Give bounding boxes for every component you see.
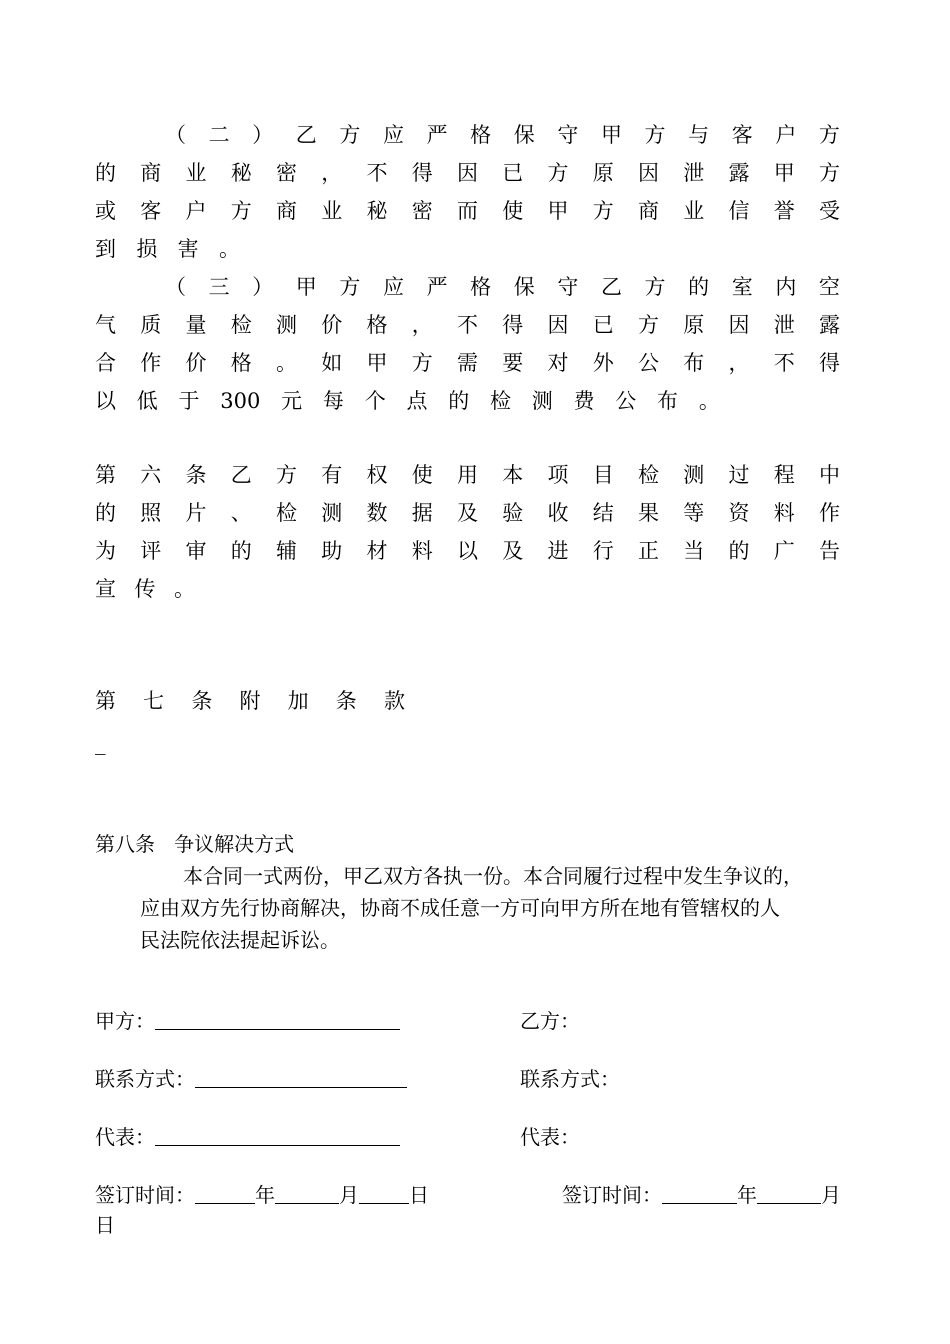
char: 及: [457, 501, 478, 525]
char: 得: [411, 161, 433, 185]
char: 与: [688, 123, 710, 147]
char: 行: [592, 539, 614, 563]
char: 乙: [230, 463, 252, 487]
char: 条: [335, 689, 357, 713]
clause5-item2-line4: [95, 234, 240, 264]
rep-b-field: [520, 1122, 580, 1152]
char: 密: [276, 161, 297, 185]
char: 严: [426, 123, 448, 147]
char: 受: [819, 199, 840, 223]
contact-a-blank[interactable]: [195, 1065, 407, 1088]
char: 检: [489, 389, 511, 413]
char: 测: [321, 501, 343, 525]
char: 密: [411, 199, 433, 223]
char: 料: [411, 539, 433, 563]
char: 公: [638, 351, 659, 375]
char: 格: [230, 351, 252, 375]
clause5-item2-line2: [95, 158, 840, 188]
char: ，: [411, 313, 433, 337]
char: 气: [95, 313, 116, 337]
char: 的: [230, 539, 252, 563]
char: 已: [592, 313, 614, 337]
char: 照: [140, 501, 162, 525]
clause8-line1: 本合同一式两份，甲乙双方各执一份。本合同履行过程中发生争议的，: [183, 864, 803, 888]
char: 。: [218, 237, 240, 261]
char: 方: [818, 123, 840, 147]
char: 应: [382, 123, 404, 147]
char: 如: [321, 351, 343, 375]
char: 用: [457, 463, 478, 487]
char: 正: [638, 539, 659, 563]
char: 使: [502, 199, 524, 223]
contact-a-field: [95, 1064, 407, 1094]
char: 布: [657, 389, 679, 413]
char: 六: [140, 463, 162, 487]
date-b-field: [562, 1180, 841, 1210]
char: 资: [728, 501, 750, 525]
char: 守: [557, 275, 579, 299]
clause7-title: [95, 686, 405, 716]
char: 收: [547, 501, 569, 525]
char: 方: [819, 161, 840, 185]
char: 过: [728, 463, 750, 487]
char: 商: [140, 161, 162, 185]
char: 作: [140, 351, 162, 375]
char: 检: [638, 463, 659, 487]
spaced-text: [95, 196, 840, 226]
char: （: [165, 275, 186, 299]
char: 测: [683, 463, 705, 487]
char: 当: [683, 539, 705, 563]
char: 商: [276, 199, 297, 223]
char: 甲: [547, 199, 569, 223]
date-a-month-blank[interactable]: [275, 1181, 339, 1204]
char: 格: [470, 275, 492, 299]
char: 为: [95, 539, 116, 563]
char: 的: [688, 275, 710, 299]
char: 露: [819, 313, 840, 337]
char: 而: [457, 199, 478, 223]
char: 程: [773, 463, 795, 487]
char: 方: [547, 161, 569, 185]
char: ）: [252, 123, 274, 147]
char: 低: [136, 389, 158, 413]
char: 得: [502, 313, 524, 337]
spaced-text: [95, 158, 840, 188]
date-b-month-blank[interactable]: [757, 1181, 821, 1204]
char: 个: [364, 389, 386, 413]
char: 原: [683, 313, 705, 337]
char: 条: [185, 463, 207, 487]
char: 因: [457, 161, 478, 185]
char: 本: [502, 463, 524, 487]
char: 助: [321, 539, 343, 563]
char: 点: [406, 389, 428, 413]
char: 格: [470, 123, 492, 147]
char: 目: [592, 463, 614, 487]
char: ，: [728, 351, 750, 375]
char: 进: [547, 539, 569, 563]
char: 作: [819, 501, 840, 525]
spaced-text: [95, 574, 195, 604]
char: 方: [339, 275, 361, 299]
char: 费: [573, 389, 595, 413]
char: 测: [276, 313, 297, 337]
contact-b-field: [520, 1064, 620, 1094]
char: 七: [143, 689, 165, 713]
contact-b-label: 联系方式：: [520, 1067, 620, 1091]
char: 到: [95, 237, 116, 261]
char: 业: [321, 199, 343, 223]
char: 保: [513, 123, 535, 147]
spaced-text: [95, 460, 840, 490]
char: 方: [644, 123, 666, 147]
char: 合: [95, 351, 116, 375]
char: 宣: [95, 577, 116, 601]
char: 检: [276, 501, 297, 525]
spaced-text: [95, 310, 840, 340]
char: 客: [731, 123, 753, 147]
char: 的: [448, 389, 470, 413]
char: 原: [592, 161, 614, 185]
char: 据: [411, 501, 433, 525]
char: 客: [140, 199, 162, 223]
char: 项: [547, 463, 569, 487]
date-b-day-unit: 日: [95, 1213, 115, 1237]
char: 方: [644, 275, 666, 299]
char: 户: [775, 123, 797, 147]
clause5-item2-line1: [165, 120, 840, 150]
char: 第: [95, 689, 116, 713]
spaced-text: [95, 348, 840, 378]
date-a-year-blank[interactable]: [195, 1181, 255, 1204]
clause6-line2: [95, 498, 840, 528]
char: 泄: [683, 161, 705, 185]
char: 已: [502, 161, 524, 185]
char: 严: [426, 275, 448, 299]
char: ，: [321, 161, 343, 185]
char: 检: [230, 313, 252, 337]
clause8-title: 第八条 争议解决方式: [95, 832, 295, 856]
char: 每: [322, 389, 344, 413]
char: 及: [502, 539, 524, 563]
char: 传: [134, 577, 156, 601]
char: 布: [683, 351, 705, 375]
char: 三: [208, 275, 230, 299]
char: 应: [382, 275, 404, 299]
char: 。: [174, 577, 195, 601]
char: 数: [366, 501, 388, 525]
char: 要: [502, 351, 524, 375]
char: 方: [339, 123, 361, 147]
char: 。: [698, 389, 720, 413]
char: ）: [252, 275, 274, 299]
rep-a-blank[interactable]: [155, 1123, 400, 1146]
char: 片: [185, 501, 207, 525]
char: 验: [502, 501, 524, 525]
rep-a-label: 代表：: [95, 1125, 155, 1149]
spaced-text: [95, 234, 240, 264]
clause8-line3: 民法院依法提起诉讼。: [140, 928, 340, 952]
char: 果: [638, 501, 659, 525]
char: 因: [638, 161, 659, 185]
char: 的: [95, 161, 116, 185]
clause8-line2: 应由双方先行协商解决，协商不成任意一方可向甲方所在地有管辖权的人: [140, 896, 780, 920]
char: 外: [592, 351, 614, 375]
char: 测: [531, 389, 553, 413]
char: 乙: [295, 123, 317, 147]
rep-b-label: 代表：: [520, 1125, 580, 1149]
date-a-field: [95, 1180, 429, 1210]
char: 不: [457, 313, 478, 337]
char: 价: [321, 313, 343, 337]
char: 、: [230, 501, 252, 525]
party-b-field: [520, 1006, 580, 1036]
char: 因: [728, 313, 750, 337]
char: 等: [683, 501, 705, 525]
spaced-text: [95, 498, 840, 528]
char: 因: [547, 313, 569, 337]
clause5-item3-line1: [165, 272, 840, 302]
char: 有: [321, 463, 343, 487]
date-b-month-unit: 月: [821, 1183, 841, 1207]
date-a-day-unit: 日: [409, 1183, 429, 1207]
char: 方: [276, 463, 297, 487]
char: 誉: [773, 199, 795, 223]
char: 守: [557, 123, 579, 147]
char: 加: [287, 689, 309, 713]
party-a-field: [95, 1006, 400, 1036]
date-b-label: 签订时间：: [562, 1183, 662, 1207]
date-a-month-unit: 月: [339, 1183, 359, 1207]
clause5-item3-line3: [95, 348, 840, 378]
party-a-blank[interactable]: [155, 1007, 400, 1030]
date-b-year-blank[interactable]: [662, 1181, 737, 1204]
char: 业: [683, 199, 705, 223]
date-b-year-unit: 年: [737, 1183, 757, 1207]
char: 。: [276, 351, 297, 375]
char: 业: [185, 161, 207, 185]
char: 害: [177, 237, 199, 261]
clause7-mark: _: [95, 731, 106, 755]
char: 量: [185, 313, 207, 337]
clause5-item3-line4: [95, 386, 720, 416]
char: 信: [728, 199, 750, 223]
char: 空: [818, 275, 840, 299]
char: 内: [775, 275, 797, 299]
char: 泄: [773, 313, 795, 337]
char: 以: [457, 539, 478, 563]
char: （: [165, 123, 186, 147]
char: 辅: [276, 539, 297, 563]
char: 条: [191, 689, 213, 713]
char: 方: [638, 313, 659, 337]
char: 需: [457, 351, 478, 375]
char: 以: [95, 389, 116, 413]
char: 格: [366, 313, 388, 337]
char: 附: [239, 689, 261, 713]
clause6-line4: [95, 574, 195, 604]
char: 户: [185, 199, 207, 223]
char: 材: [366, 539, 388, 563]
char: 告: [819, 539, 840, 563]
char: 甲: [295, 275, 317, 299]
char: 损: [136, 237, 158, 261]
clause5-item2-line3: [95, 196, 840, 226]
spaced-text: [95, 686, 405, 716]
char: 方: [411, 351, 433, 375]
char: 评: [140, 539, 162, 563]
clause6-line1: [95, 460, 840, 490]
char: 方: [230, 199, 252, 223]
rep-a-field: [95, 1122, 400, 1152]
char: 乙: [600, 275, 622, 299]
char: 300: [220, 389, 261, 413]
char: 权: [366, 463, 388, 487]
char: 不: [366, 161, 388, 185]
char: 料: [773, 501, 795, 525]
char: 广: [773, 539, 795, 563]
char: 甲: [366, 351, 388, 375]
contact-a-label: 联系方式：: [95, 1067, 195, 1091]
char: 商: [638, 199, 659, 223]
party-a-label: 甲方：: [95, 1009, 155, 1033]
char: 价: [185, 351, 207, 375]
char: 于: [178, 389, 200, 413]
spaced-text: [165, 120, 840, 150]
char: 元: [281, 389, 303, 413]
char: 公: [615, 389, 637, 413]
char: 第: [95, 463, 116, 487]
char: 对: [547, 351, 569, 375]
char: 或: [95, 199, 116, 223]
spaced-text: [165, 272, 840, 302]
char: 使: [411, 463, 433, 487]
char: 审: [185, 539, 207, 563]
spaced-text: [95, 536, 840, 566]
char: 的: [95, 501, 116, 525]
char: 室: [731, 275, 753, 299]
date-a-label: 签订时间：: [95, 1183, 195, 1207]
party-b-label: 乙方：: [520, 1009, 580, 1033]
char: 质: [140, 313, 162, 337]
char: 露: [728, 161, 750, 185]
char: 甲: [600, 123, 622, 147]
char: 结: [592, 501, 614, 525]
char: 甲: [773, 161, 795, 185]
clause6-line3: [95, 536, 840, 566]
char: 中: [819, 463, 840, 487]
clause5-item3-line2: [95, 310, 840, 340]
char: 保: [513, 275, 535, 299]
char: 秘: [230, 161, 252, 185]
date-a-year-unit: 年: [255, 1183, 275, 1207]
char: 的: [728, 539, 750, 563]
char: 二: [208, 123, 230, 147]
char: 款: [383, 689, 405, 713]
char: 方: [592, 199, 614, 223]
char: 得: [819, 351, 840, 375]
date-a-day-blank[interactable]: [359, 1181, 409, 1204]
char: 不: [773, 351, 795, 375]
char: 秘: [366, 199, 388, 223]
spaced-text: [95, 386, 720, 416]
